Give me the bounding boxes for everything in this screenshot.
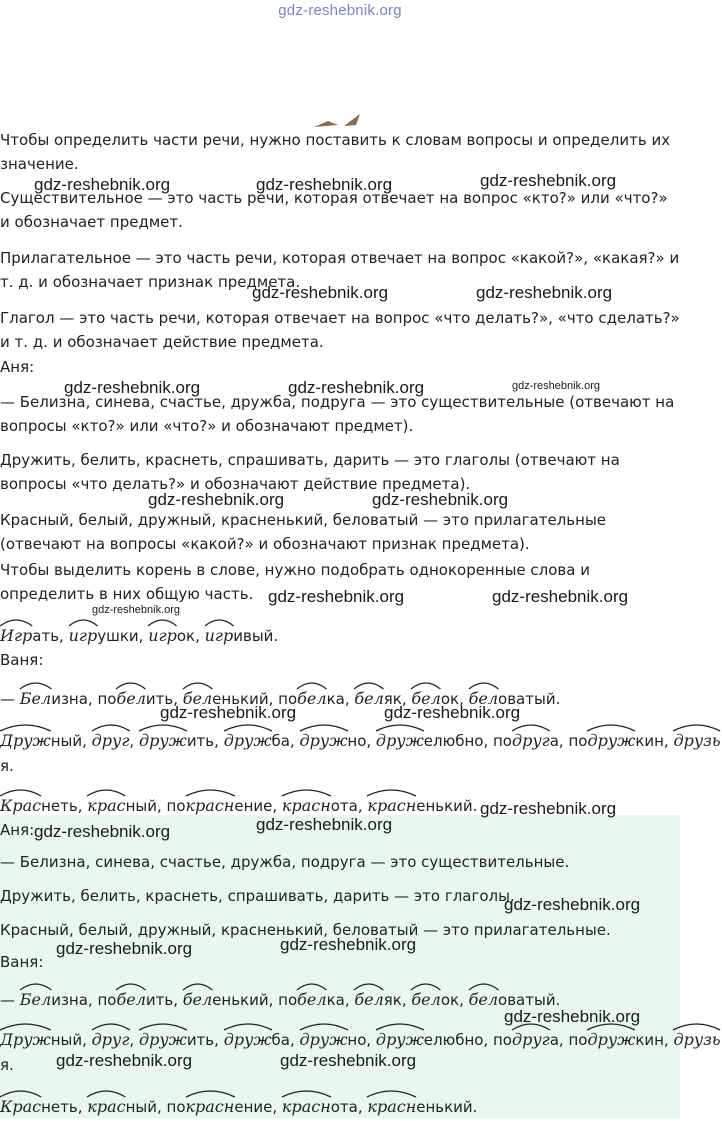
root-morpheme — [0, 796, 41, 815]
word-ending: ный, — [125, 1098, 167, 1116]
root-arc-icon — [223, 1021, 273, 1031]
watermark: gdz-reshebnik.org — [372, 490, 509, 509]
root-text: друж — [299, 1030, 348, 1049]
root-text: бел — [468, 689, 499, 708]
root-arc-icon — [185, 787, 236, 797]
word-ending: ение, — [234, 797, 282, 815]
word-prefix: по — [166, 797, 186, 815]
root-arc-icon — [281, 787, 332, 797]
root-text: бел — [354, 990, 384, 1009]
root-text: друг — [91, 731, 130, 750]
anya-label: Аня: — [0, 358, 35, 376]
word-prefix: по — [278, 991, 298, 1009]
word-ending: ба, — [271, 1031, 300, 1049]
root-text: бел — [468, 990, 499, 1009]
word-ending: ить, — [145, 991, 183, 1009]
root-morpheme — [367, 796, 416, 815]
root-text: красн — [281, 1097, 331, 1116]
word-ending: ить, — [186, 1031, 224, 1049]
root-morpheme — [300, 1030, 348, 1049]
word-ending: кин, — [635, 1031, 674, 1049]
word-ending: ить, — [186, 732, 224, 750]
nouns-answer: — Белизна, синева, счастье, дружба, подруга — это существительные (отвечают на вопросы «кто?» или «что?» и обозначают предмет). — [0, 393, 675, 435]
word-ending: оватый. — [498, 690, 561, 708]
root-morpheme — [0, 1097, 41, 1116]
watermark: gdz-reshebnik.org — [512, 380, 601, 392]
word-ending: енький, — [212, 690, 279, 708]
verb-definition: Глагол — это часть речи, которая отвечает на вопрос «что делать?», «что сделать?» и т. д. и обозначает действие предмета. — [0, 309, 680, 351]
root-text: друж — [375, 731, 424, 750]
word-ending: енький, — [212, 991, 279, 1009]
word-ending: ка, — [326, 991, 355, 1009]
root-arc-icon — [353, 680, 384, 690]
word-ending: неть, — [41, 1098, 88, 1116]
watermark: gdz-reshebnik.org — [64, 378, 201, 397]
root-text: друж — [587, 1030, 636, 1049]
root-morpheme — [587, 1030, 635, 1049]
root-text: крас — [87, 1097, 126, 1116]
root-text: друж — [587, 731, 636, 750]
word-prefix: по — [97, 690, 117, 708]
nouns-short: — Белизна, синева, счастье, дружба, подруга — это существительные. — [0, 853, 570, 871]
root-text: Крас — [0, 1097, 42, 1116]
top-watermark: gdz-reshebnik.org — [278, 2, 402, 19]
root-morpheme — [297, 990, 326, 1009]
watermark: gdz-reshebnik.org — [492, 587, 629, 606]
watermark: gdz-reshebnik.org — [480, 799, 617, 818]
root-morpheme — [69, 626, 98, 645]
root-arc-icon — [0, 1021, 52, 1031]
root-arc-icon — [115, 981, 146, 991]
root-morpheme — [20, 689, 51, 708]
root-arc-icon — [115, 680, 146, 690]
watermark: gdz-reshebnik.org — [34, 822, 171, 841]
root-text: игр — [68, 626, 98, 645]
root-arc-icon — [353, 981, 384, 991]
word-prefix: по — [278, 690, 298, 708]
root-text: друж — [223, 1030, 272, 1049]
root-text: друж — [375, 1030, 424, 1049]
root-morpheme — [376, 731, 424, 750]
adjectives-answer: Красный, белый, дружный, красненький, беловатый — это прилагательные (отвечают на вопросы «какой?» и обозначают признак предмета). — [0, 511, 607, 553]
watermark: gdz-reshebnik.org — [280, 1051, 417, 1070]
root-morpheme — [282, 796, 331, 815]
root-intro: Чтобы выделить корень в слове, нужно подобрать однокоренные слова и определить в них общую часть. — [0, 561, 590, 603]
watermark: gdz-reshebnik.org — [268, 587, 405, 606]
watermark: gdz-reshebnik.org — [504, 895, 641, 914]
word-prefix: по — [493, 732, 512, 750]
word-ending: ушки, — [97, 627, 149, 645]
watermark: gdz-reshebnik.org — [256, 815, 393, 834]
watermark: gdz-reshebnik.org — [160, 703, 297, 722]
root-morpheme — [139, 731, 187, 750]
root-arc-icon — [410, 981, 441, 991]
root-text: Крас — [0, 796, 42, 815]
root-morpheme — [224, 731, 272, 750]
word-ending: елюбно, — [423, 732, 493, 750]
root-arc-icon — [672, 722, 721, 732]
root-morpheme — [186, 796, 235, 815]
root-morpheme — [183, 990, 212, 1009]
root-text: бел — [411, 990, 441, 1009]
vanya-label-2: Ваня: — [0, 953, 44, 971]
watermark: gdz-reshebnik.org — [56, 1051, 193, 1070]
root-arc-icon — [410, 680, 441, 690]
verbs-answer: Дружить, белить, краснеть, спрашивать, дарить — это глаголы (отвечают на вопросы «что делать?» и обозначают действие предмета). — [0, 451, 620, 493]
root-arc-icon — [299, 722, 349, 732]
root-text: Бел — [19, 689, 52, 708]
word-ending: изна, — [51, 991, 98, 1009]
root-text: друзь — [673, 731, 721, 750]
root-text: игр — [204, 626, 234, 645]
word-ending: ота, — [330, 1098, 368, 1116]
word-prefix: по — [166, 1098, 186, 1116]
root-text: бел — [182, 689, 213, 708]
root-arc-icon — [19, 981, 52, 991]
adjectives-short: Красный, белый, дружный, красненький, беловатый — это прилагательные. — [0, 921, 611, 939]
root-morpheme — [673, 1030, 720, 1049]
watermark: gdz-reshebnik.org — [288, 378, 425, 397]
watermark: gdz-reshebnik.org — [252, 283, 389, 302]
word-prefix: — — [0, 690, 20, 708]
root-arc-icon — [185, 1088, 236, 1098]
root-arc-icon — [468, 680, 499, 690]
morph-line-drug — [0, 731, 721, 775]
watermark: gdz-reshebnik.org — [476, 283, 613, 302]
root-arc-icon — [296, 981, 327, 991]
root-morpheme — [92, 731, 130, 750]
watermark: gdz-reshebnik.org — [256, 175, 393, 194]
word-ending: изна, — [51, 690, 98, 708]
word-ending: а, — [549, 1031, 569, 1049]
root-text: красн — [367, 1097, 417, 1116]
page-fold-icon — [310, 112, 362, 128]
root-arc-icon — [19, 680, 52, 690]
word-prefix: по — [568, 732, 588, 750]
word-ending: оватый. — [498, 991, 561, 1009]
root-arc-icon — [468, 981, 499, 991]
root-text: бел — [182, 990, 213, 1009]
word-ending: ение, — [234, 1098, 282, 1116]
root-text: бел — [297, 689, 327, 708]
root-arc-icon — [147, 617, 178, 627]
word-ending: ить, — [145, 690, 183, 708]
root-morpheme — [186, 1097, 235, 1116]
root-morpheme — [87, 1097, 125, 1116]
word-ending: но, — [347, 1031, 376, 1049]
root-arc-icon — [0, 787, 42, 797]
root-text: игр — [148, 626, 177, 645]
word-ending: ный, — [125, 797, 167, 815]
root-morpheme — [587, 731, 635, 750]
root-arc-icon — [586, 722, 636, 732]
root-arc-icon — [86, 1088, 126, 1098]
watermark: gdz-reshebnik.org — [34, 175, 171, 194]
root-text: друг — [511, 1030, 550, 1049]
word-prefix: по — [97, 991, 117, 1009]
root-morpheme — [673, 731, 720, 750]
root-text: красн — [185, 1097, 235, 1116]
root-arc-icon — [204, 617, 235, 627]
root-text: друг — [91, 1030, 130, 1049]
root-arc-icon — [138, 722, 188, 732]
root-text: бел — [116, 990, 146, 1009]
word-ending: я. — [0, 757, 14, 775]
root-morpheme — [512, 731, 550, 750]
root-arc-icon — [182, 981, 213, 991]
watermark: gdz-reshebnik.org — [504, 1007, 641, 1026]
root-morpheme — [367, 1097, 416, 1116]
root-text: Бел — [19, 990, 52, 1009]
word-ending: ать, — [32, 627, 69, 645]
root-morpheme — [376, 1030, 424, 1049]
root-text: красн — [185, 796, 235, 815]
root-morpheme — [512, 1030, 550, 1049]
root-arc-icon — [68, 617, 99, 627]
root-arc-icon — [91, 722, 131, 732]
word-ending: елюбно, — [423, 1031, 493, 1049]
root-text: Друж — [0, 1030, 51, 1049]
root-text: красн — [281, 796, 331, 815]
word-prefix: — — [0, 991, 20, 1009]
word-ending: я. — [0, 1056, 14, 1074]
root-text: друзь — [673, 1030, 721, 1049]
adjective-definition: Прилагательное — это часть речи, которая отвечает на вопрос «какой?», «какая?» и т. д. и обозначает признак предмета. — [0, 249, 680, 291]
root-arc-icon — [296, 680, 327, 690]
root-arc-icon — [0, 1088, 42, 1098]
watermark: gdz-reshebnik.org — [148, 490, 285, 509]
word-ending: енький. — [416, 1098, 478, 1116]
root-arc-icon — [672, 1021, 721, 1031]
root-text: друж — [299, 731, 348, 750]
root-text: бел — [116, 689, 146, 708]
word-ending: ивый. — [233, 627, 279, 645]
watermark: gdz-reshebnik.org — [384, 703, 521, 722]
word-ending: ный, — [50, 1031, 92, 1049]
word-ending: , — [129, 732, 139, 750]
root-morpheme — [116, 689, 145, 708]
root-morpheme — [148, 626, 177, 645]
root-arc-icon — [91, 1021, 131, 1031]
root-text: Друж — [0, 731, 51, 750]
root-morpheme — [354, 689, 383, 708]
watermark: gdz-reshebnik.org — [280, 935, 417, 954]
word-ending: , — [129, 1031, 139, 1049]
vanya-label: Ваня: — [0, 651, 44, 669]
root-morpheme — [205, 626, 234, 645]
root-text: красн — [367, 796, 417, 815]
word-ending: як, — [383, 991, 412, 1009]
root-text: крас — [87, 796, 126, 815]
root-morpheme — [0, 626, 32, 645]
root-text: бел — [411, 689, 441, 708]
watermark: gdz-reshebnik.org — [480, 171, 617, 190]
word-ending: ок, — [176, 627, 205, 645]
anya-label-2: Аня: — [0, 821, 35, 839]
morph-line-bel — [0, 689, 680, 719]
root-text: бел — [297, 990, 327, 1009]
root-arc-icon — [375, 1021, 425, 1031]
root-morpheme — [116, 990, 145, 1009]
root-morpheme — [0, 1030, 51, 1049]
root-arc-icon — [366, 787, 417, 797]
word-prefix: по — [568, 1031, 588, 1049]
word-ending: кин, — [635, 732, 674, 750]
root-arc-icon — [299, 1021, 349, 1031]
root-arc-icon — [375, 722, 425, 732]
root-morpheme — [469, 990, 498, 1009]
word-ending: неть, — [41, 797, 88, 815]
word-ending: но, — [347, 732, 376, 750]
verbs-short: Дружить, белить, краснеть, спрашивать, дарить — это глаголы. — [0, 887, 515, 905]
intro-paragraph: Чтобы определить части речи, нужно поставить к словам вопросы и определить их значение. — [0, 131, 671, 173]
word-ending: ка, — [326, 690, 355, 708]
watermark: gdz-reshebnik.org — [92, 604, 181, 616]
root-text: бел — [354, 689, 384, 708]
root-morpheme — [20, 990, 51, 1009]
root-morpheme — [354, 990, 383, 1009]
root-morpheme — [297, 689, 326, 708]
word-ending: а, — [549, 732, 569, 750]
word-ending: енький. — [416, 797, 478, 815]
word-ending: ный, — [50, 732, 92, 750]
root-morpheme — [139, 1030, 187, 1049]
root-arc-icon — [86, 787, 126, 797]
root-arc-icon — [138, 1021, 188, 1031]
root-text: Игр — [0, 626, 33, 645]
root-morpheme — [282, 1097, 331, 1116]
root-text: друж — [223, 731, 272, 750]
watermark: gdz-reshebnik.org — [56, 939, 193, 958]
noun-definition: Существительное — это часть речи, которая отвечает на вопрос «кто?» или «что?» и обозначает предмет. — [0, 189, 668, 231]
word-ending: як, — [383, 690, 412, 708]
root-text: друж — [138, 731, 187, 750]
root-text: друж — [138, 1030, 187, 1049]
root-text: друг — [511, 731, 550, 750]
root-arc-icon — [511, 722, 551, 732]
root-arc-icon — [281, 1088, 332, 1098]
root-morpheme — [411, 990, 440, 1009]
morph-line-kras-2 — [0, 1097, 680, 1127]
root-arc-icon — [0, 617, 33, 627]
root-morpheme — [87, 796, 125, 815]
root-morpheme — [300, 731, 348, 750]
word-prefix: по — [493, 1031, 512, 1049]
word-ending: ок, — [440, 991, 469, 1009]
root-arc-icon — [182, 680, 213, 690]
root-morpheme — [0, 731, 51, 750]
word-ending: ок, — [440, 690, 469, 708]
root-morpheme — [224, 1030, 272, 1049]
root-arc-icon — [223, 722, 273, 732]
root-morpheme — [92, 1030, 130, 1049]
root-arc-icon — [366, 1088, 417, 1098]
word-ending: ота, — [330, 797, 368, 815]
word-ending: ба, — [271, 732, 300, 750]
root-arc-icon — [0, 722, 52, 732]
